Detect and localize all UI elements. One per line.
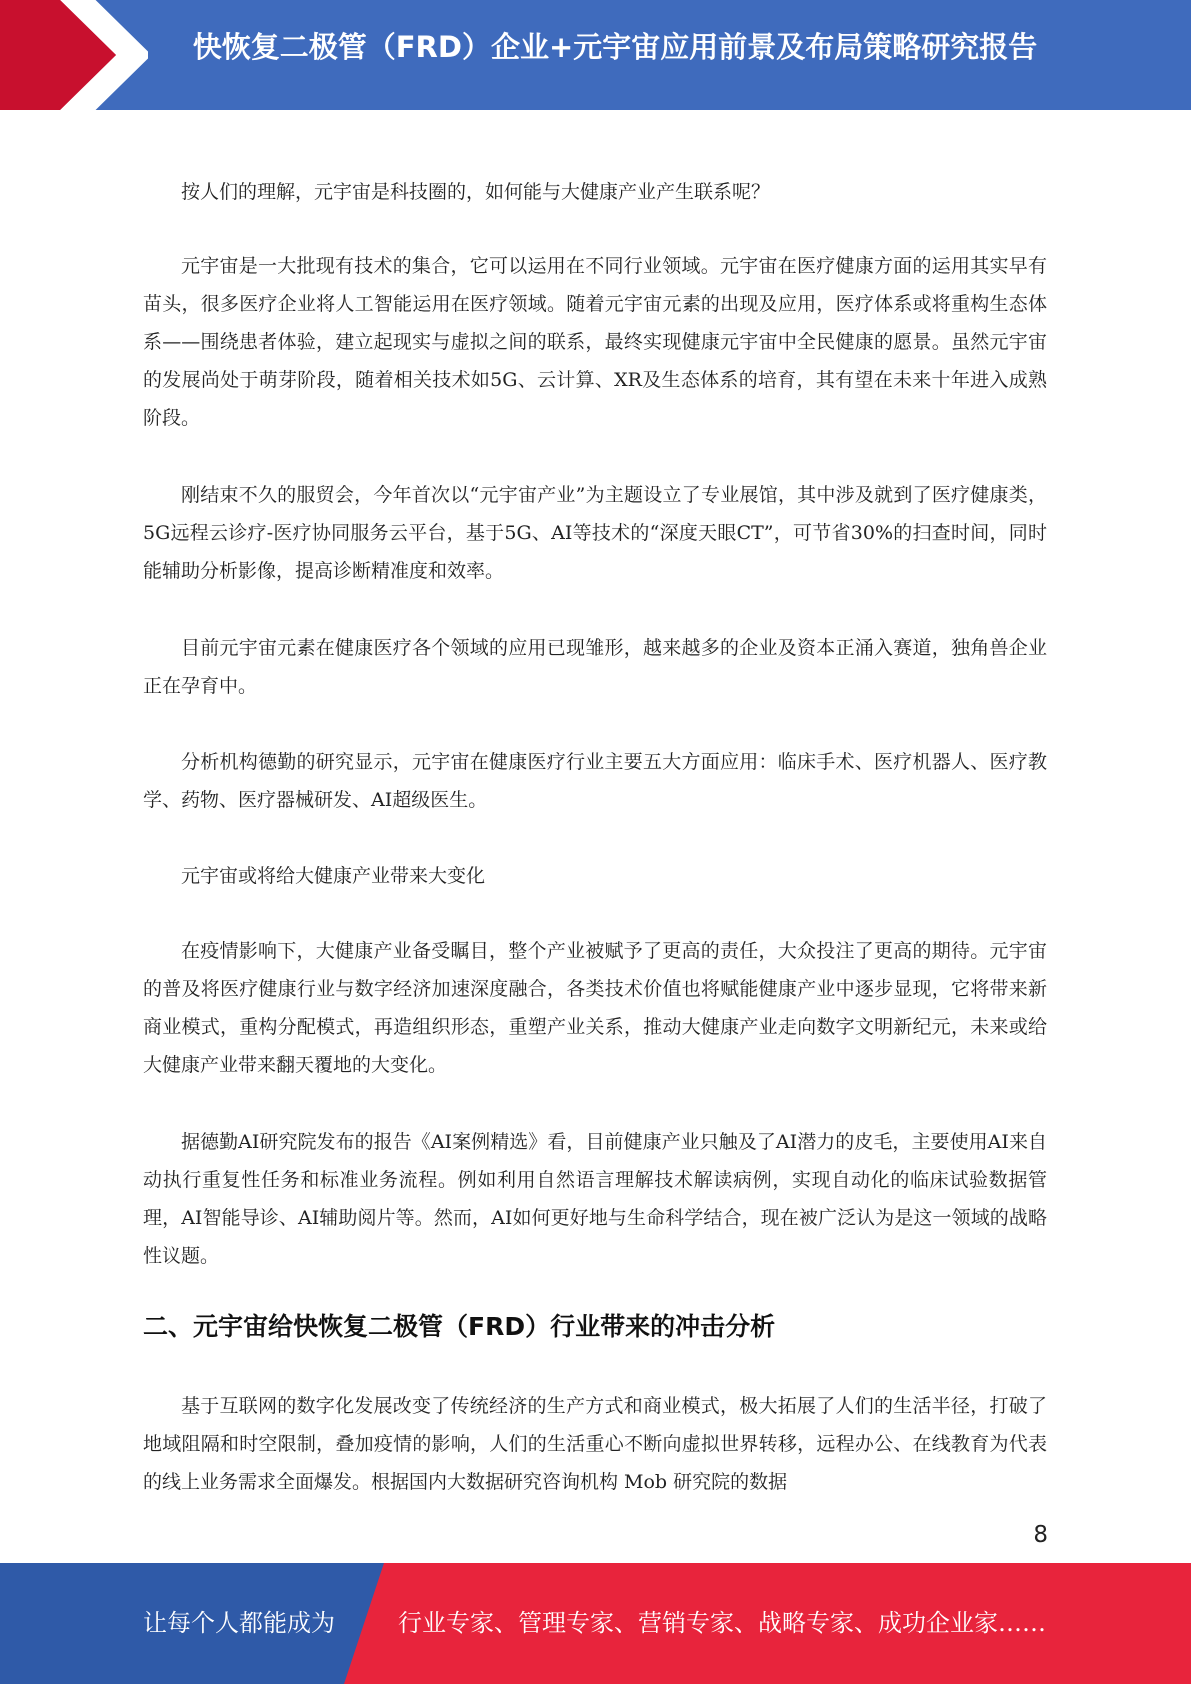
paragraph: 据德勤AI研究院发布的报告《AI案例精选》看，目前健康产业只触及了AI潜力的皮毛，主要使用AI来自动执行重复性任务和标准业务流程。例如利用自然语言理解技术解读病例，实现自动化的临床试验数据管理，AI智能导诊、AI辅助阅片等。然而，AI如何更好地与生命科学结合，现在被广泛认为是这一领域的战略性议题。 — [143, 1131, 1047, 1267]
paragraph: 刚结束不久的服贸会，今年首次以“元宇宙产业”为主题设立了专业展馆，其中涉及就到了医疗健康类，5G远程云诊疗-医疗协同服务云平台，基于5G、AI等技术的“深度天眼CT”，可节省30%的扫查时间，同时能辅助分析影像，提高诊断精准度和效率。 — [143, 484, 1047, 582]
paragraph: 在疫情影响下，大健康产业备受瞩目，整个产业被赋予了更高的责任，大众投注了更高的期待。元宇宙的普及将医疗健康行业与数字经济加速深度融合，各类技术价值也将赋能健康产业中逐步显现，它将带来新商业模式，重构分配模式，再造组织形态，重塑产业关系，推动大健康产业走向数字文明新纪元，未来或给大健康产业带来翻天覆地的大变化。 — [143, 940, 1047, 1076]
header-red-arrow-shape — [0, 0, 148, 110]
paragraph: 按人们的理解，元宇宙是科技圈的，如何能与大健康产业产生联系呢？ — [181, 181, 771, 203]
report-title: 快恢复二极管（FRD）企业+元宇宙应用前景及布局策略研究报告 — [192, 30, 1038, 64]
section-heading: 二、元宇宙给快恢复二极管（FRD）行业带来的冲击分析 — [143, 1312, 776, 1341]
footer-slogan-left: 让每个人都能成为 — [143, 1609, 335, 1637]
footer-slogan-right: 行业专家、管理专家、营销专家、战略专家、成功企业家…… — [398, 1609, 1046, 1637]
header-banner — [0, 0, 1191, 110]
paragraph: 元宇宙是一大批现有技术的集合，它可以运用在不同行业领域。元宇宙在医疗健康方面的运用其实早有苗头，很多医疗企业将人工智能运用在医疗领域。随着元宇宙元素的出现及应用，医疗体系或将重构生态体系——围绕患者体验，建立起现实与虚拟之间的联系，最终实现健康元宇宙中全民健康的愿景。虽然元宇宙的发展尚处于萌芽阶段，随着相关技术如5G、云计算、XR及生态体系的培育，其有望在未来十年进入成熟阶段。 — [143, 255, 1047, 429]
paragraph: 分析机构德勤的研究显示，元宇宙在健康医疗行业主要五大方面应用：临床手术、医疗机器人、医疗教学、药物、医疗器械研发、AI超级医生。 — [143, 751, 1047, 811]
footer-banner — [0, 1563, 1191, 1684]
subheading-paragraph: 元宇宙或将给大健康产业带来大变化 — [181, 865, 486, 887]
paragraph: 目前元宇宙元素在健康医疗各个领域的应用已现雏形，越来越多的企业及资本正涌入赛道，独角兽企业正在孕育中。 — [143, 637, 1047, 697]
page-number: 8 — [1033, 1522, 1048, 1548]
paragraph: 基于互联网的数字化发展改变了传统经济的生产方式和商业模式，极大拓展了人们的生活半径，打破了地域阻隔和时空限制，叠加疫情的影响，人们的生活重心不断向虚拟世界转移，远程办公、在线教育为代表的线上业务需求全面爆发。根据国内大数据研究咨询机构 Mob 研究院的数据 — [143, 1395, 1047, 1493]
